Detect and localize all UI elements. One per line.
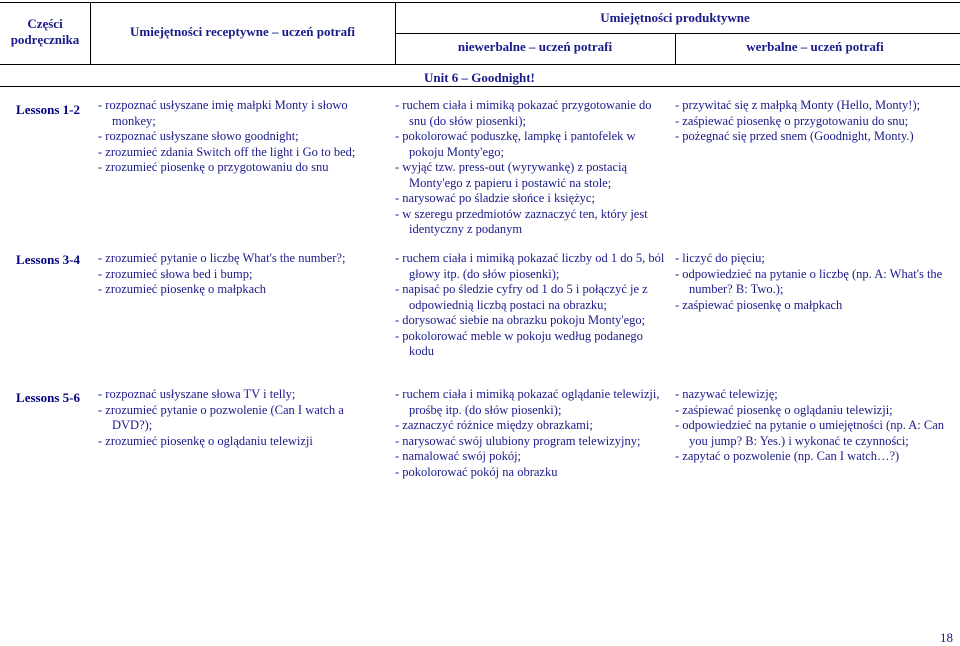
header-receptive: Umiejętności receptywne – uczeń potrafi (129, 24, 356, 39)
header-nonverbal: niewerbalne – uczeń potrafi (457, 39, 613, 54)
list-item: - rozpoznać usłyszane imię małpki Monty i słowo monkey; (98, 98, 383, 129)
list-item: - zapytać o pozwolenie (np. Can I watch…?) (675, 449, 955, 465)
verbal-cell (675, 98, 955, 145)
nonverbal-cell (395, 251, 670, 360)
header-verbal: werbalne – uczeń potrafi (746, 39, 884, 54)
list-item: - liczyć do pięciu; (675, 251, 955, 267)
list-item: - odpowiedzieć na pytanie o liczbę (np. A: What's the number? B: Two.); (675, 267, 955, 298)
lesson-label: Lessons 5-6 (16, 390, 80, 405)
receptive-cell (98, 387, 383, 449)
receptive-cell (98, 251, 383, 298)
list-item: - zaznaczyć różnice między obrazkami; (395, 418, 670, 434)
list-item: - zrozumieć piosenkę o małpkach (98, 282, 383, 298)
list-item: - odpowiedzieć na pytanie o umiejętności (np. A: Can you jump? B: Yes.) i wykonać te czynności; (675, 418, 955, 449)
list-item: - narysować swój ulubiony program telewizyjny; (395, 434, 670, 450)
verbal-cell (675, 387, 955, 465)
list-item: - zrozumieć zdania Switch off the light i Go to bed; (98, 145, 383, 161)
list-item: - pożegnać się przed snem (Goodnight, Monty.) (675, 129, 955, 145)
lesson-label: Lessons 3-4 (16, 252, 80, 267)
col-divider-3 (675, 33, 676, 64)
header-productive: Umiejętności produktywne (600, 10, 750, 25)
lesson-label: Lessons 1-2 (16, 102, 80, 117)
col-divider-2 (395, 2, 396, 64)
list-item: - namalować swój pokój; (395, 449, 670, 465)
header-mid-rule (395, 33, 960, 34)
list-item: - zaśpiewać piosenkę o oglądaniu telewizji; (675, 403, 955, 419)
list-item: - zrozumieć słowa bed i bump; (98, 267, 383, 283)
list-item: - wyjąć tzw. press-out (wyrywankę) z postacią Monty'ego z papieru i postawić na stole; (395, 160, 670, 191)
list-item: - zaśpiewać piosenkę o małpkach (675, 298, 955, 314)
list-item: - zrozumieć piosenkę o oglądaniu telewizji (98, 434, 383, 450)
list-item: - dorysować siebie na obrazku pokoju Monty'ego; (395, 313, 670, 329)
list-item: - narysować po śladzie słońce i księżyc; (395, 191, 670, 207)
list-item: - ruchem ciała i mimiką pokazać liczby od 1 do 5, ból głowy itp. (do słów piosenki); (395, 251, 670, 282)
list-item: - nazywać telewizję; (675, 387, 955, 403)
list-item: - pokolorować poduszkę, lampkę i pantofelek w pokoju Monty'ego; (395, 129, 670, 160)
list-item: - rozpoznać usłyszane słowa TV i telly; (98, 387, 383, 403)
list-item: - ruchem ciała i mimiką pokazać przygotowanie do snu (do słów piosenki); (395, 98, 670, 129)
list-item: - zrozumieć pytanie o liczbę What's the number?; (98, 251, 383, 267)
list-item: - rozpoznać usłyszane słowo goodnight; (98, 129, 383, 145)
unit-title (424, 70, 535, 86)
list-item: - napisać po śledzie cyfry od 1 do 5 i połączyć je z odpowiednią liczbą postaci na obrazku; (395, 282, 670, 313)
receptive-cell (98, 98, 383, 176)
list-item: - zrozumieć piosenkę o przygotowaniu do snu (98, 160, 383, 176)
list-item: - pokolorować pokój na obrazku (395, 465, 670, 481)
list-item: - w szeregu przedmiotów zaznaczyć ten, który jest identyczny z podanym (395, 207, 670, 238)
header-bottom-rule (0, 64, 960, 65)
page-number: 18 (940, 630, 953, 645)
list-item: - pokolorować meble w pokoju według podanego kodu (395, 329, 670, 360)
verbal-cell (675, 251, 955, 313)
nonverbal-cell (395, 387, 670, 480)
list-item: - ruchem ciała i mimiką pokazać oglądanie telewizji, prośbę itp. (do słów piosenki); (395, 387, 670, 418)
list-item: - zrozumieć pytanie o pozwolenie (Can I watch a DVD?); (98, 403, 383, 434)
col-divider-1 (90, 2, 91, 64)
list-item: - zaśpiewać piosenkę o przygotowaniu do snu; (675, 114, 955, 130)
unit-bottom-rule (0, 86, 960, 87)
nonverbal-cell (395, 98, 670, 238)
header-top-rule (0, 2, 960, 3)
header-parts: Części podręcznika (10, 16, 80, 47)
list-item: - przywitać się z małpką Monty (Hello, Monty!); (675, 98, 955, 114)
unit-title-text: Unit 6 – Goodnight! (424, 70, 535, 85)
